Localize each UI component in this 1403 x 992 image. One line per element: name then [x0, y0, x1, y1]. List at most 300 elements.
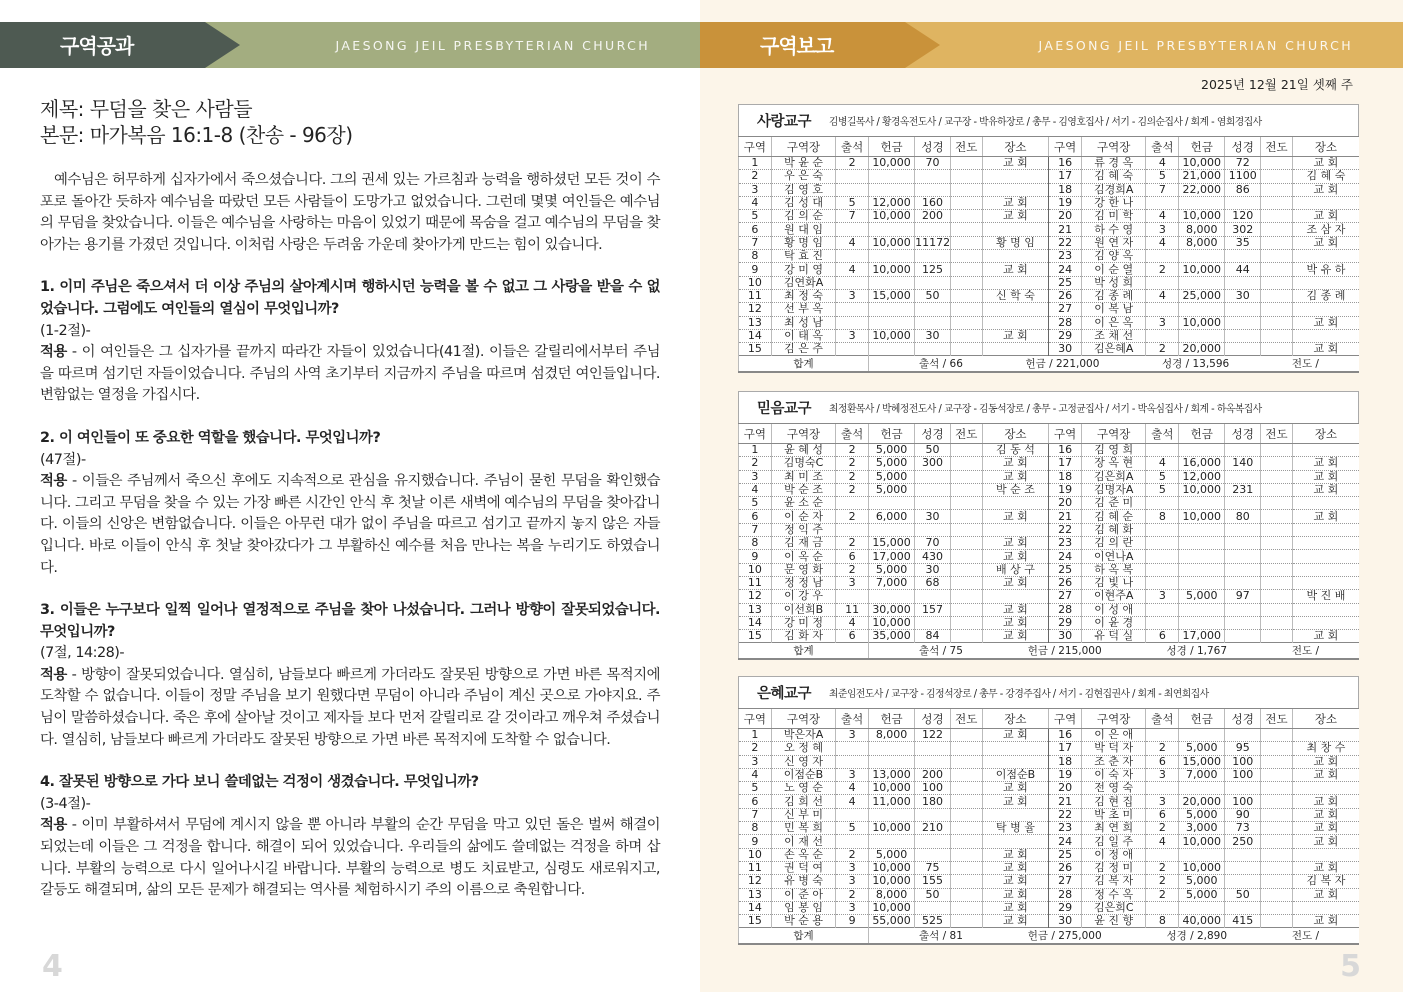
table-cell: 김 의 란 — [1081, 537, 1146, 550]
table-cell: 25 — [1049, 276, 1082, 289]
table-cell: 이 순 열 — [1081, 263, 1146, 276]
table-cell — [1179, 616, 1225, 629]
table-cell — [1261, 630, 1293, 643]
table-cell — [1261, 537, 1293, 550]
table-cell: 정 익 주 — [771, 523, 836, 536]
table-cell — [1261, 808, 1293, 821]
table-cell — [1261, 196, 1293, 209]
table-cell: 교 회 — [1292, 457, 1359, 470]
table-cell: 525 — [915, 915, 951, 928]
table-cell — [982, 808, 1049, 821]
table-cell: 6 — [1146, 808, 1179, 821]
table-cell: 8 — [1146, 915, 1179, 928]
table-cell — [982, 316, 1049, 329]
table-row — [739, 861, 1360, 874]
table-cell — [950, 497, 982, 510]
table-cell — [1225, 523, 1261, 536]
summary-row — [739, 928, 1360, 944]
table-cell — [950, 795, 982, 808]
table-cell: 27 — [1049, 875, 1082, 888]
table-cell: 68 — [915, 576, 951, 589]
table-cell: 125 — [915, 263, 951, 276]
table-cell: 교 회 — [982, 729, 1049, 742]
table-cell: 유 병 숙 — [771, 875, 836, 888]
table-cell — [915, 276, 951, 289]
table-cell — [1292, 576, 1359, 589]
table-row — [739, 755, 1360, 768]
summary-bible: 성경 / 2,890 — [1166, 929, 1228, 942]
table-cell: 11 — [739, 289, 772, 302]
table-cell — [1146, 563, 1179, 576]
table-cell — [1292, 523, 1359, 536]
table-header-row — [739, 424, 1360, 444]
summary-row — [739, 356, 1360, 372]
table-cell: 23 — [1049, 250, 1082, 263]
table-cell: 2 — [1146, 263, 1179, 276]
column-header: 성경 — [915, 709, 951, 729]
table-cell — [1261, 563, 1293, 576]
table-cell: 5,000 — [1179, 590, 1225, 603]
left-banner — [0, 22, 700, 68]
table-cell — [1146, 523, 1179, 536]
table-cell: 2 — [836, 888, 869, 901]
table-cell — [950, 157, 982, 170]
table-cell — [950, 289, 982, 302]
table-cell: 박 진 배 — [1292, 590, 1359, 603]
table-cell: 김 혜 숙 — [1292, 170, 1359, 183]
table-cell: 교 회 — [982, 875, 1049, 888]
table-row — [739, 795, 1360, 808]
table-cell — [1261, 848, 1293, 861]
table-cell: 문 영 화 — [771, 563, 836, 576]
table-cell — [869, 223, 915, 236]
table-cell — [869, 343, 915, 356]
table-cell — [836, 755, 869, 768]
table-cell: 이 성 애 — [1081, 603, 1146, 616]
table-cell — [982, 523, 1049, 536]
table-row — [739, 170, 1360, 183]
table-cell: 4 — [1146, 157, 1179, 170]
district-table — [738, 708, 1359, 945]
table-cell — [950, 510, 982, 523]
summary-line — [869, 645, 1359, 657]
table-cell — [1179, 196, 1225, 209]
table-cell: 교 회 — [1292, 470, 1359, 483]
table-cell — [1292, 603, 1359, 616]
table-cell: 10 — [739, 563, 772, 576]
table-cell — [950, 603, 982, 616]
table-cell — [869, 808, 915, 821]
column-header: 구역장 — [771, 709, 836, 729]
table-cell: 80 — [1225, 510, 1261, 523]
table-cell — [982, 590, 1049, 603]
table-cell: 17,000 — [1179, 630, 1225, 643]
table-cell: 이 강 우 — [771, 590, 836, 603]
table-cell: 1 — [739, 729, 772, 742]
table-cell — [1179, 550, 1225, 563]
table-cell — [982, 183, 1049, 196]
table-row — [739, 329, 1360, 342]
table-cell: 류 경 옥 — [1081, 157, 1146, 170]
table-cell — [950, 236, 982, 249]
table-cell: 100 — [1225, 795, 1261, 808]
table-cell: 김연화A — [771, 276, 836, 289]
table-cell: 5,000 — [1179, 875, 1225, 888]
summary-label: 합계 — [739, 356, 869, 372]
table-cell — [915, 303, 951, 316]
table-cell — [1179, 729, 1225, 742]
table-cell: 21 — [1049, 223, 1082, 236]
table-cell: 선 부 옥 — [771, 303, 836, 316]
table-cell: 교 회 — [1292, 183, 1359, 196]
table-cell: 장 옥 현 — [1081, 457, 1146, 470]
table-cell: 10,000 — [869, 329, 915, 342]
table-row — [739, 603, 1360, 616]
table-cell: 교 회 — [982, 848, 1049, 861]
table-cell: 4 — [1146, 210, 1179, 223]
table-cell: 8 — [739, 822, 772, 835]
column-header: 출석 — [1146, 424, 1179, 444]
column-header: 성경 — [1225, 709, 1261, 729]
table-row — [739, 483, 1360, 496]
table-cell: 김 성 대 — [771, 196, 836, 209]
table-cell: 16 — [1049, 157, 1082, 170]
table-cell: 250 — [1225, 835, 1261, 848]
table-cell: 10,000 — [869, 616, 915, 629]
table-cell: 18 — [1049, 183, 1082, 196]
table-cell: 50 — [915, 444, 951, 457]
table-cell: 7 — [1146, 183, 1179, 196]
district-block-2 — [738, 391, 1359, 660]
table-cell — [982, 742, 1049, 755]
table-cell — [836, 316, 869, 329]
table-cell: 교 회 — [1292, 157, 1359, 170]
question-list — [40, 277, 660, 901]
table-cell: 3 — [1146, 223, 1179, 236]
table-cell: 8 — [739, 250, 772, 263]
table-cell: 97 — [1225, 590, 1261, 603]
table-cell — [1261, 289, 1293, 302]
table-cell: 20,000 — [1179, 343, 1225, 356]
table-cell — [950, 755, 982, 768]
table-cell — [1179, 329, 1225, 342]
table-cell: 3 — [836, 875, 869, 888]
table-cell — [1225, 444, 1261, 457]
table-cell: 70 — [915, 537, 951, 550]
table-cell: 157 — [915, 603, 951, 616]
table-cell: 10,000 — [869, 782, 915, 795]
table-cell: 최 정 숙 — [771, 289, 836, 302]
table-cell: 최 연 희 — [1081, 822, 1146, 835]
summary-evang: 전도 / — [1291, 357, 1319, 370]
table-cell — [1292, 250, 1359, 263]
table-cell: 교 회 — [982, 470, 1049, 483]
table-cell: 교 회 — [982, 576, 1049, 589]
right-church-name: JAESONG JEIL PRESBYTERIAN CHURCH — [1038, 38, 1353, 53]
table-cell — [950, 848, 982, 861]
table-cell: 14 — [739, 616, 772, 629]
table-cell — [836, 276, 869, 289]
table-row — [739, 343, 1360, 356]
table-cell: 3 — [836, 768, 869, 781]
table-cell: 5 — [739, 210, 772, 223]
table-cell — [1261, 795, 1293, 808]
table-cell: 8,000 — [869, 888, 915, 901]
table-row — [739, 768, 1360, 781]
table-cell — [950, 742, 982, 755]
table-cell — [836, 343, 869, 356]
table-cell: 김 일 주 — [1081, 835, 1146, 848]
table-cell: 28 — [1049, 316, 1082, 329]
table-cell: 12,000 — [869, 196, 915, 209]
table-cell: 교 회 — [982, 603, 1049, 616]
table-cell: 415 — [1225, 915, 1261, 928]
table-cell: 8,000 — [1179, 223, 1225, 236]
district-block-1 — [738, 104, 1359, 373]
table-cell — [1261, 875, 1293, 888]
table-cell — [982, 223, 1049, 236]
table-row — [739, 742, 1360, 755]
table-cell: 13 — [739, 316, 772, 329]
table-header-row — [739, 709, 1360, 729]
table-cell: 11172 — [915, 236, 951, 249]
table-cell — [1261, 742, 1293, 755]
table-cell — [869, 170, 915, 183]
table-cell — [1225, 861, 1261, 874]
table-row — [739, 470, 1360, 483]
table-cell: 12 — [739, 590, 772, 603]
table-cell — [1261, 590, 1293, 603]
table-cell — [1261, 768, 1293, 781]
summary-offering: 헌금 / 275,000 — [1027, 929, 1102, 942]
table-cell: 5,000 — [1179, 808, 1225, 821]
table-cell: 윤 혜 성 — [771, 444, 836, 457]
table-cell: 교 회 — [982, 861, 1049, 874]
table-cell — [1225, 537, 1261, 550]
table-cell: 120 — [1225, 210, 1261, 223]
table-cell: 30,000 — [869, 603, 915, 616]
table-cell: 9 — [739, 550, 772, 563]
table-cell: 김 희 선 — [771, 795, 836, 808]
table-cell: 5,000 — [1179, 742, 1225, 755]
district-staff: 최준임전도사 / 교구장 - 김정석장로 / 총무 - 강경주집사 / 서기 - 김현집권사 / 회계 - 최연희집사 — [829, 688, 1209, 700]
table-cell: 원 대 임 — [771, 223, 836, 236]
district-block-3 — [738, 676, 1359, 945]
table-cell — [950, 808, 982, 821]
table-cell: 5 — [1146, 483, 1179, 496]
district-staff: 최정환목사 / 박혜정전도사 / 교구장 - 김동석장로 / 총무 - 고정균집사 / 서기 - 박옥심집사 / 회계 - 하옥복집사 — [829, 403, 1262, 415]
right-page — [700, 0, 1403, 992]
question-3-text: 3. 이들은 누구보다 일찍 일어나 열정적으로 주님을 찾아 나섰습니다. 그러나 방향이 잘못되었습니다. 무엇입니까? — [40, 602, 660, 640]
table-cell: 10 — [739, 848, 772, 861]
table-cell — [1225, 782, 1261, 795]
column-header: 장소 — [1292, 137, 1359, 157]
column-header: 전도 — [950, 709, 982, 729]
table-cell — [869, 276, 915, 289]
table-cell — [1261, 510, 1293, 523]
question-4-reference: (3-4절)- — [40, 795, 91, 812]
table-cell — [1261, 210, 1293, 223]
table-cell — [1146, 537, 1179, 550]
question-2-application — [40, 471, 660, 579]
table-cell: 3 — [1146, 590, 1179, 603]
table-cell: 231 — [1225, 483, 1261, 496]
table-cell: 21 — [1049, 795, 1082, 808]
column-header: 헌금 — [1179, 424, 1225, 444]
summary-label: 합계 — [739, 643, 869, 659]
table-cell — [950, 316, 982, 329]
table-cell: 4 — [1146, 236, 1179, 249]
left-page — [0, 0, 700, 992]
table-cell: 유 덕 실 — [1081, 630, 1146, 643]
table-cell — [915, 755, 951, 768]
table-cell — [982, 497, 1049, 510]
table-cell: 이연나A — [1081, 550, 1146, 563]
table-row — [739, 236, 1360, 249]
table-cell: 50 — [1225, 888, 1261, 901]
table-cell: 김 영 호 — [771, 183, 836, 196]
table-cell — [1261, 457, 1293, 470]
table-cell: 10,000 — [869, 901, 915, 914]
summary-line — [869, 358, 1359, 370]
table-cell: 2 — [836, 510, 869, 523]
table-cell: 2 — [1146, 343, 1179, 356]
report-date: 2025년 12월 21일 셋째 주 — [1201, 77, 1353, 92]
table-cell — [915, 523, 951, 536]
table-cell — [1146, 901, 1179, 914]
table-cell — [950, 483, 982, 496]
table-cell: 27 — [1049, 590, 1082, 603]
table-cell — [915, 616, 951, 629]
table-cell: 2 — [836, 470, 869, 483]
table-row — [739, 316, 1360, 329]
column-header: 출석 — [836, 424, 869, 444]
column-header: 출석 — [836, 137, 869, 157]
table-cell — [1261, 276, 1293, 289]
table-cell — [1292, 497, 1359, 510]
table-cell: 6,000 — [869, 510, 915, 523]
table-cell: 10,000 — [1179, 510, 1225, 523]
table-cell: 20 — [1049, 210, 1082, 223]
table-cell — [1261, 603, 1293, 616]
column-header: 구역 — [739, 137, 772, 157]
table-cell: 13 — [739, 888, 772, 901]
column-header: 구역장 — [1081, 424, 1146, 444]
table-row — [739, 808, 1360, 821]
table-cell: 김은희C — [1081, 901, 1146, 914]
table-cell: 10 — [739, 276, 772, 289]
table-cell — [869, 523, 915, 536]
table-cell: 15 — [739, 915, 772, 928]
table-cell: 35,000 — [869, 630, 915, 643]
table-cell — [1225, 550, 1261, 563]
summary-attend: 출석 / 75 — [919, 644, 963, 657]
table-cell — [950, 729, 982, 742]
table-cell: 19 — [1049, 483, 1082, 496]
table-cell — [1292, 901, 1359, 914]
table-cell — [1292, 276, 1359, 289]
table-cell: 이 윤 경 — [1081, 616, 1146, 629]
table-cell — [950, 563, 982, 576]
table-cell: 7,000 — [1179, 768, 1225, 781]
question-3-reference: (7절, 14:28)- — [40, 645, 125, 662]
table-cell — [1292, 729, 1359, 742]
table-row — [739, 444, 1360, 457]
table-cell: 30 — [915, 563, 951, 576]
table-cell — [1261, 576, 1293, 589]
table-cell: 2 — [836, 483, 869, 496]
column-header: 헌금 — [869, 709, 915, 729]
table-cell — [950, 590, 982, 603]
table-cell: 10,000 — [869, 822, 915, 835]
table-cell: 탁 효 진 — [771, 250, 836, 263]
table-cell: 3 — [1146, 795, 1179, 808]
table-cell: 26 — [1049, 861, 1082, 874]
table-cell: 6 — [1146, 630, 1179, 643]
question-1-application — [40, 342, 660, 407]
table-cell: 16,000 — [1179, 457, 1225, 470]
table-row — [739, 537, 1360, 550]
table-cell — [982, 276, 1049, 289]
table-cell — [1261, 263, 1293, 276]
table-cell: 교 회 — [982, 550, 1049, 563]
table-cell: 6 — [739, 223, 772, 236]
table-cell — [869, 755, 915, 768]
table-cell: 11 — [739, 861, 772, 874]
table-row — [739, 523, 1360, 536]
table-cell: 4 — [836, 236, 869, 249]
table-cell: 16 — [1049, 444, 1082, 457]
table-cell: 이점순B — [771, 768, 836, 781]
table-cell — [1146, 550, 1179, 563]
table-row — [739, 590, 1360, 603]
table-cell: 교 회 — [1292, 510, 1359, 523]
table-cell — [915, 835, 951, 848]
table-row — [739, 848, 1360, 861]
table-cell: 김 의 순 — [771, 210, 836, 223]
table-cell: 6 — [739, 510, 772, 523]
table-cell: 20 — [1049, 497, 1082, 510]
table-cell: 하 수 영 — [1081, 223, 1146, 236]
table-cell — [1225, 875, 1261, 888]
table-cell: 25 — [1049, 848, 1082, 861]
table-cell — [836, 808, 869, 821]
table-cell: 교 회 — [982, 782, 1049, 795]
table-cell: 5 — [1146, 470, 1179, 483]
table-cell: 2 — [739, 170, 772, 183]
table-cell — [1146, 729, 1179, 742]
table-cell: 22 — [1049, 236, 1082, 249]
table-cell — [1261, 343, 1293, 356]
table-cell — [1179, 848, 1225, 861]
summary-attend: 출석 / 81 — [919, 929, 963, 942]
column-header: 구역 — [1049, 424, 1082, 444]
table-cell — [915, 590, 951, 603]
application-label: 적용 — [40, 666, 67, 683]
table-cell: 84 — [915, 630, 951, 643]
table-cell — [1261, 550, 1293, 563]
table-cell: 29 — [1049, 329, 1082, 342]
table-cell: 김 현 집 — [1081, 795, 1146, 808]
table-cell: 5,000 — [1179, 888, 1225, 901]
column-header: 성경 — [915, 424, 951, 444]
table-cell: 권 덕 여 — [771, 861, 836, 874]
table-cell: 17 — [1049, 170, 1082, 183]
table-cell: 7 — [836, 210, 869, 223]
table-cell — [1261, 470, 1293, 483]
table-cell: 교 회 — [982, 901, 1049, 914]
table-cell: 교 회 — [982, 210, 1049, 223]
